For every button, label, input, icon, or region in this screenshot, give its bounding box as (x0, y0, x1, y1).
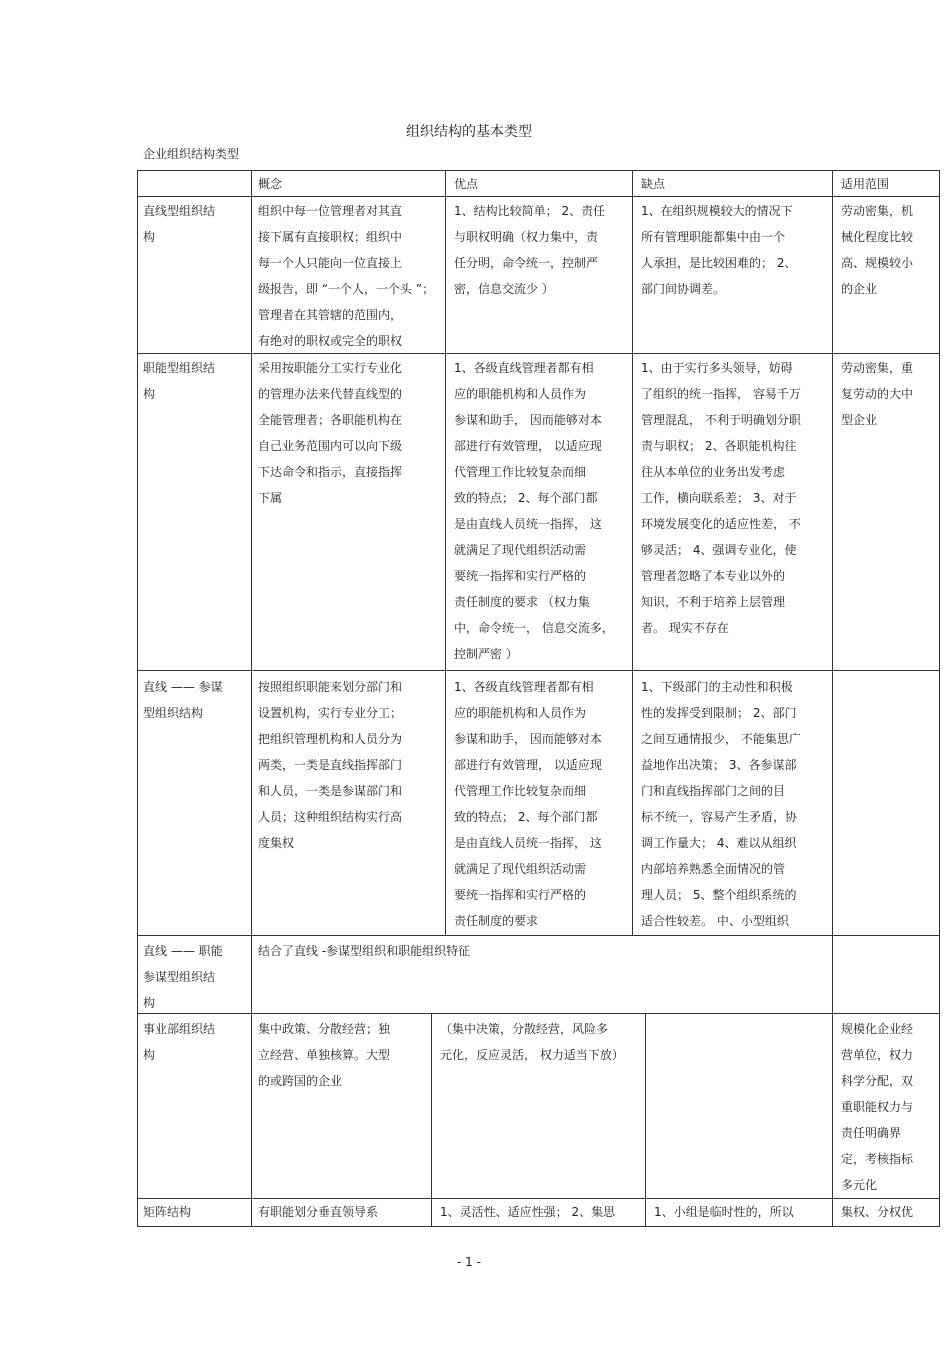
table-rule (137, 1013, 940, 1014)
row-2-advantages: 1、各级直线管理者都有相 应的职能机构和人员作为 参谋和助手， 因而能够对本 部进行有效管理， 以适应现 代管理工作比较复杂而细 致的特点； 2、每个部门都 是由直线人员统一指挥， 这 就满足了现代组织活动需 要统一指挥和实行严格的 责任制度的要求 （权力集 中，命令统一， 信息交流多， 控制严密 ） (454, 361, 614, 661)
table-rule (137, 670, 940, 671)
row-2-type: 职能型组织结 构 (143, 361, 216, 401)
row-6-concept: 有职能划分垂直领导系 (258, 1205, 379, 1219)
row-1-type: 直线型组织结 构 (143, 204, 216, 244)
row-2-concept: 采用按职能分工实行专业化 的管理办法来代替直线型的 全能管理者；各职能机构在 自己业务范围内可以向下级 下达命令和指示，直接指挥 下属 (258, 361, 403, 505)
row-1-disadvantages: 1、在组织规模较大的情况下 所有管理职能都集中由一个 人承担，是比较困难的； 2、 部门间协调差。 (641, 204, 797, 296)
row-6-disadvantages: 1、小组是临时性的，所以 (654, 1205, 794, 1219)
table-rule (445, 170, 446, 936)
row-5-type: 事业部组织结 构 (143, 1022, 216, 1062)
row-6-advantages: 1、灵活性、适应性强； 2、集思 (440, 1205, 616, 1219)
row-2-disadvantages: 1、由于实行多头领导，妨碍 了组织的统一指挥， 容易千万 管理混乱， 不利于明确划分职 责与职权； 2、各职能机构往 往从本单位的业务出发考虑 工作，横向联系差； 3、对于 环境发展变化的适应性差， 不 够灵活； 4、强调专业化，使 管理者忽略了本专业以外的 知识，不利于培养上层管理 者。 现实不存在 (641, 361, 801, 635)
row-1-scope: 劳动密集，机 械化程度比较 高、规模较小 的企业 (841, 204, 914, 296)
table-rule (431, 1013, 432, 1227)
header-disadvantages: 缺点 (641, 177, 666, 191)
row-6-type: 矩阵结构 (143, 1205, 192, 1219)
table-rule (251, 170, 252, 1227)
header-scope: 适用范围 (841, 177, 890, 191)
row-3-disadvantages: 1、下级部门的主动性和积极 性的发挥受到限制； 2、部门 之间互通情报少， 不能集思广 益地作出决策； 3、各参谋部 门和直线指挥部门之间的目 标不统一，容易产生矛盾，协 调工作量大； 4、难以从组织 内部培养熟悉全面情况的管 理人员； 5、整个组织系统的 适合性较差。 中、小型组织 (641, 680, 801, 928)
table-rule (832, 170, 833, 1227)
row-1-concept: 组织中每一位管理者对其直 接下属有直接职权；组织中 每一个人只能向一位直接上 级报告，即 “一个人，一个头 ”； 管理者在其管辖的范围内， 有绝对的职权或完全的职权 (258, 204, 435, 348)
row-4-concept: 结合了直线 -参谋型组织和职能组织特征 (258, 944, 471, 958)
page-number: - 1 - (457, 1255, 481, 1269)
row-5-scope: 规模化企业经 营单位，权力 科学分配，双 重职能权力与 责任明确界 定，考核指标 多元化 (841, 1022, 914, 1192)
table-rule (137, 170, 138, 1227)
table-rule (137, 935, 940, 936)
header-concept: 概念 (258, 177, 283, 191)
row-3-concept: 按照组织职能来划分部门和 设置机构，实行专业分工； 把组织管理机构和人员分为 两类，一类是直线指挥部门 和人员，一类是参谋部门和 人员；这种组织结构实行高 度集权 (258, 680, 403, 850)
row-6-scope: 集权、分权优 (841, 1205, 914, 1219)
table-rule (632, 170, 633, 936)
table-rule (645, 1013, 646, 1227)
header-advantages: 优点 (454, 177, 479, 191)
row-3-advantages: 1、各级直线管理者都有相 应的职能机构和人员作为 参谋和助手， 因而能够对本 部进行有效管理， 以适应现 代管理工作比较复杂而细 致的特点； 2、每个部门都 是由直线人员统一指挥， 这 就满足了现代组织活动需 要统一指挥和实行严格的 责任制度的要求 (454, 680, 602, 928)
row-1-advantages: 1、结构比较简单； 2、责任 与职权明确（权力集中，责 任分明，命令统一，控制严 密，信息交流少 ） (454, 204, 606, 296)
table-rule (137, 170, 940, 171)
row-5-concept: 集中政策、分散经营；独 立经营、单独核算。大型 的或跨国的企业 (258, 1022, 391, 1088)
table-rule (137, 1198, 940, 1199)
row-3-type: 直线 —— 参谋 型组织结构 (143, 680, 223, 720)
table-rule (137, 196, 940, 197)
row-2-scope: 劳动密集，重 复劳动的大中 型企业 (841, 361, 914, 427)
document-subtitle: 企业组织结构类型 (143, 147, 240, 161)
row-4-type: 直线 —— 职能 参谋型组织结 构 (143, 944, 223, 1010)
row-5-advantages: （集中决策，分散经营，风险多 元化，反应灵活， 权力适当下放） (440, 1022, 624, 1062)
table-rule (939, 170, 940, 1227)
table-rule (137, 1226, 940, 1227)
document-title: 组织结构的基本类型 (406, 124, 532, 140)
